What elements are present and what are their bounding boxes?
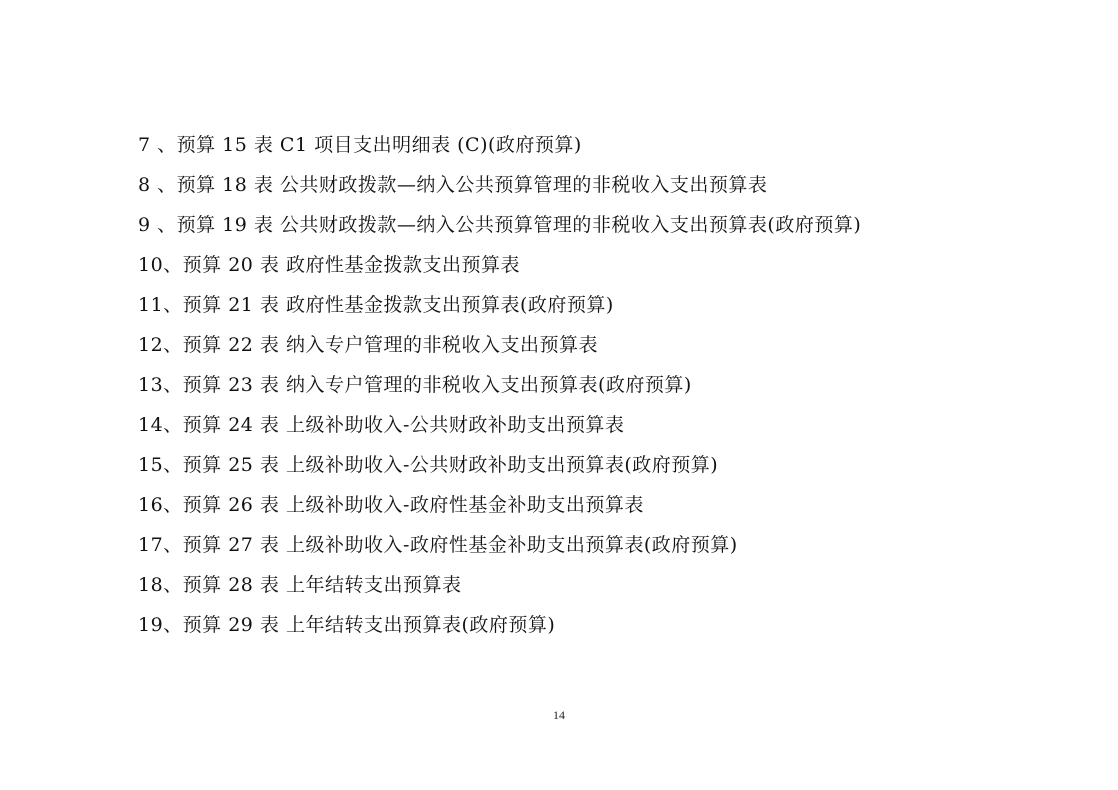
page-number: 14 xyxy=(553,708,565,722)
list-item: 10、预算 20 表 政府性基金拨款支出预算表 xyxy=(138,254,520,276)
list-item: 19、预算 29 表 上年结转支出预算表(政府预算) xyxy=(138,614,556,636)
list-item: 14、预算 24 表 上级补助收入-公共财政补助支出预算表 xyxy=(138,414,625,436)
list-item: 17、预算 27 表 上级补助收入-政府性基金补助支出预算表(政府预算) xyxy=(138,534,738,556)
list-item: 12、预算 22 表 纳入专户管理的非税收入支出预算表 xyxy=(138,334,598,356)
list-item: 7 、预算 15 表 C1 项目支出明细表 (C)(政府预算) xyxy=(138,134,582,156)
list-item: 8 、预算 18 表 公共财政拨款—纳入公共预算管理的非税收入支出预算表 xyxy=(138,174,768,196)
list-item: 18、预算 28 表 上年结转支出预算表 xyxy=(138,574,462,596)
list-item: 9 、预算 19 表 公共财政拨款—纳入公共预算管理的非税收入支出预算表(政府预算) xyxy=(138,214,862,236)
list-item: 16、预算 26 表 上级补助收入-政府性基金补助支出预算表 xyxy=(138,494,644,516)
list-item: 11、预算 21 表 政府性基金拨款支出预算表(政府预算) xyxy=(138,294,614,316)
list-item: 13、预算 23 表 纳入专户管理的非税收入支出预算表(政府预算) xyxy=(138,374,692,396)
budget-table-list xyxy=(138,125,861,645)
list-item: 15、预算 25 表 上级补助收入-公共财政补助支出预算表(政府预算) xyxy=(138,454,719,476)
